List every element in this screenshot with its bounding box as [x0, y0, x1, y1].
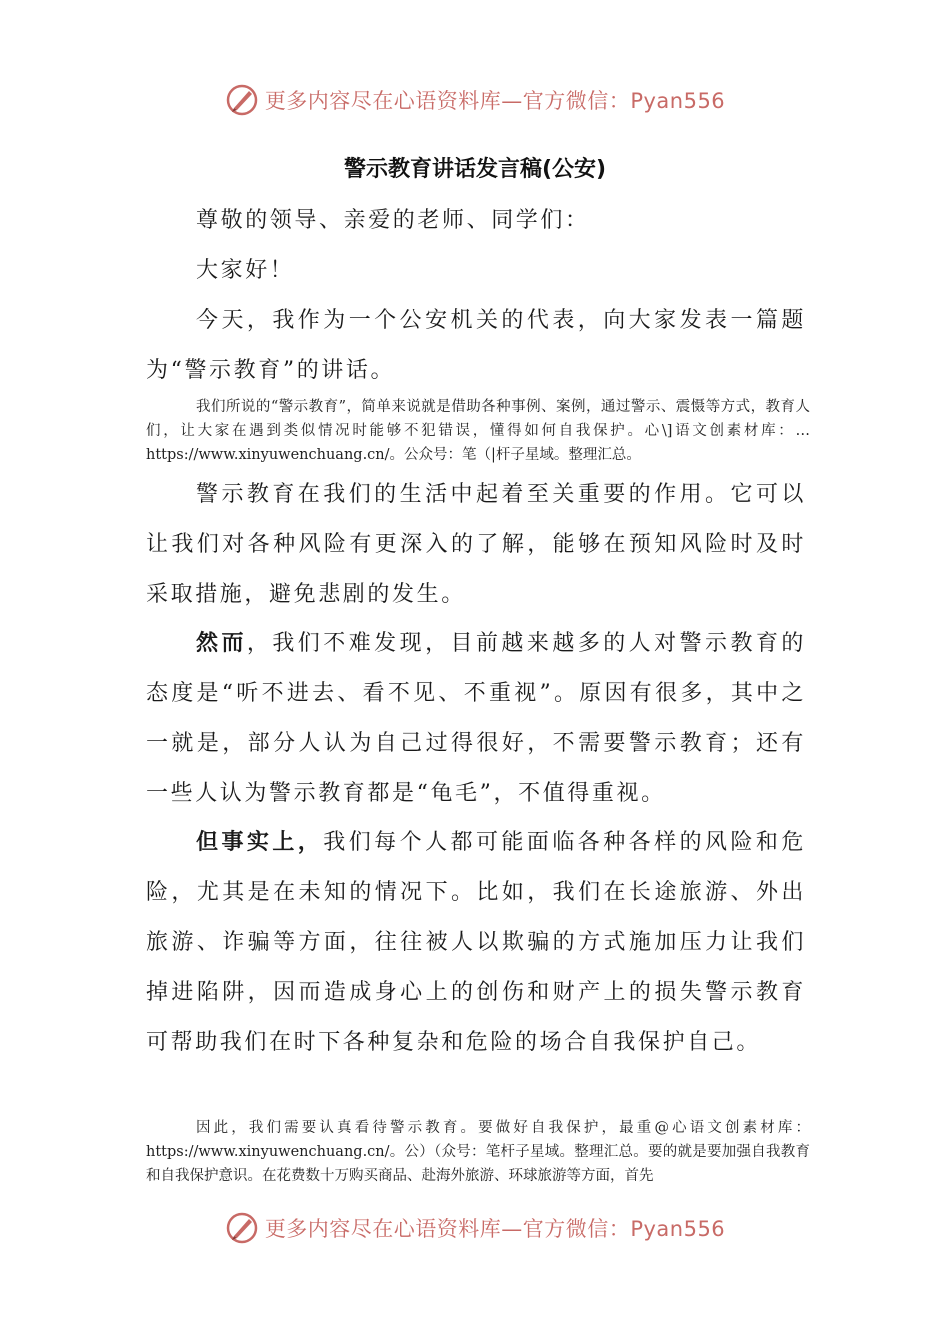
greeting: 尊敬的领导、亲爱的老师、同学们：: [196, 208, 590, 233]
banner-text: 更多内容尽在心语资料库—官方微信：Pyan556: [264, 89, 726, 113]
banner-text: 更多内容尽在心语资料库—官方微信：Pyan556: [264, 1217, 726, 1241]
wechat-id: Pyan556: [630, 89, 726, 113]
small-paragraph-1: 我们所说的“警示教育”，简单来说就是借助各种事例、案例，通过警示、震慑等方式，教育人们，让大家在遇到类似情况时能够不犯错误，懂得如何自我保护。心\]语文创素材库：…https://www.xinyuwenchuang.cn/。公众号：笔（|杆子星域。整理汇总。: [146, 399, 810, 463]
footer-banner: [0, 1208, 950, 1248]
wechat-id: Pyan556: [630, 1217, 726, 1241]
paragraph-4-lead: 但事实上，: [196, 830, 324, 855]
paragraph-2: 警示教育在我们的生活中起着至关重要的作用。它可以让我们对各种风险有更深入的了解，能够在预知风险时及时采取措施，避免悲剧的发生。: [146, 482, 806, 607]
header-banner: [0, 80, 950, 120]
pen-logo-icon: [225, 83, 259, 117]
paragraph-1: 今天，我作为一个公安机关的代表，向大家发表一篇题为“警示教育”的讲话。: [146, 308, 806, 383]
small-paragraph-2: 因此，我们需要认真看待警示教育。要做好自我保护，最重@心语文创素材库：https://www.xinyuwenchuang.cn/。公）（众号：笔杆子星域。整理汇总。要的就是要加强自我教育和自我保护意识。在花费数十万购买商品、赴海外旅游、环球旅游等方面，首先: [146, 1120, 810, 1184]
paragraph-3: 然而，我们不难发现，目前越来越多的人对警示教育的态度是“听不进去、看不见、不重视”。原因有很多，其中之一就是，部分人认为自己过得很好，不需要警示教育；还有一些人认为警示教育都是“龟毛”，不值得重视。: [146, 631, 806, 806]
pen-logo-icon: [225, 1211, 259, 1245]
page-title: 警示教育讲话发言稿(公安): [343, 157, 607, 182]
paragraph-3-lead: 然而: [196, 631, 247, 656]
paragraph-4: 但事实上，我们每个人都可能面临各种各样的风险和危险，尤其是在未知的情况下。比如，我们在长途旅游、外出旅游、诈骗等方面，往往被人以欺骗的方式施加压力让我们掉进陷阱，因而造成身心上的创伤和财产上的损失警示教育可帮助我们在时下各种复杂和危险的场合自我保护自己。: [146, 830, 806, 1055]
hello: 大家好！: [196, 258, 295, 283]
